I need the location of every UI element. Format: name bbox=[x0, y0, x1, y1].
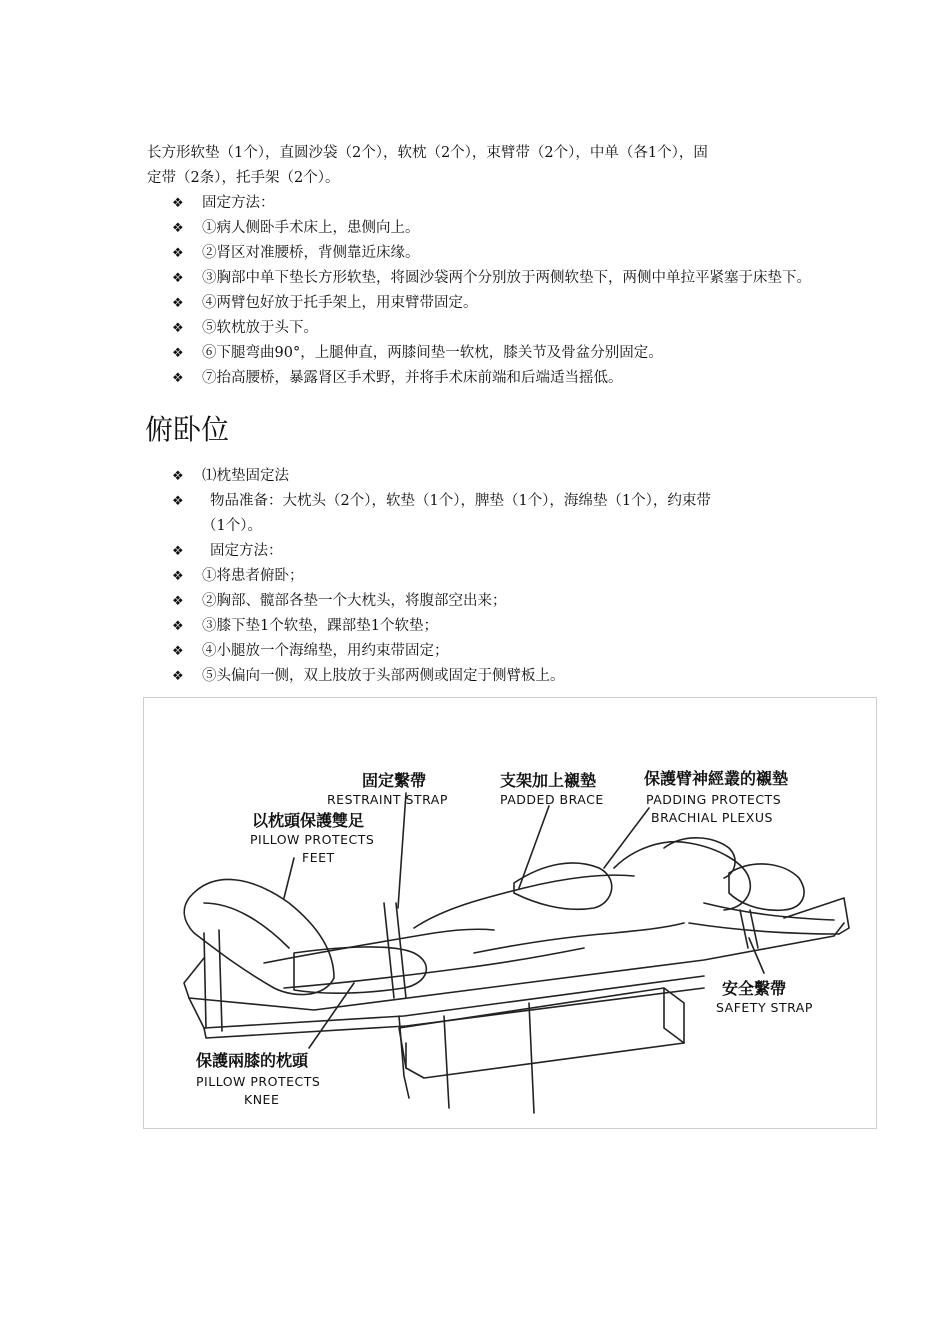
list-item: ❖ ③膝下垫1个软垫，踝部垫1个软垫； bbox=[172, 614, 812, 639]
list-item: ❖ ⑤头偏向一侧，双上肢放于头部两侧或固定于侧臂板上。 bbox=[172, 664, 812, 689]
list-item: ❖ ②胸部、髋部各垫一个大枕头，将腹部空出来； bbox=[172, 589, 812, 614]
diamond-bullet-icon: ❖ bbox=[172, 246, 184, 261]
diamond-bullet-icon: ❖ bbox=[172, 271, 184, 286]
prone-position-illustration bbox=[143, 697, 877, 1129]
diamond-bullet-icon: ❖ bbox=[172, 569, 184, 584]
supplies-line-2: 定带（2条），托手架（2个）。 bbox=[147, 170, 340, 186]
diamond-bullet-icon: ❖ bbox=[172, 494, 184, 509]
list-item: ❖ 固定方法： bbox=[172, 191, 812, 216]
label-safety-strap-en: SAFETY STRAP bbox=[716, 1000, 813, 1015]
diamond-bullet-icon: ❖ bbox=[172, 544, 184, 559]
prone-position-steps bbox=[172, 464, 812, 689]
diamond-bullet-icon: ❖ bbox=[172, 296, 184, 311]
diamond-bullet-icon: ❖ bbox=[172, 644, 184, 659]
lateral-position-steps bbox=[172, 191, 812, 391]
label-pillow-feet-en-2: FEET bbox=[302, 850, 335, 865]
list-item: ❖ 固定方法： bbox=[172, 539, 812, 564]
diamond-bullet-icon: ❖ bbox=[172, 619, 184, 634]
section-heading-prone: 俯卧位 bbox=[145, 413, 230, 446]
list-item: ❖ ①将患者俯卧； bbox=[172, 564, 812, 589]
list-item: ❖ ④小腿放一个海绵垫，用约束带固定； bbox=[172, 639, 812, 664]
diamond-bullet-icon: ❖ bbox=[172, 321, 184, 336]
list-item: ❖ ④两臂包好放于托手架上，用束臂带固定。 bbox=[172, 291, 812, 316]
list-item: ❖ 物品准备：大枕头（2个），软垫（1个），脾垫（1个），海绵垫（1个），约束带 （1个）。 bbox=[172, 489, 812, 539]
label-padded-brace-en: PADDED BRACE bbox=[500, 792, 604, 807]
label-padded-brace-cn: 支架加上襯墊 bbox=[500, 771, 597, 790]
list-item: ❖ ②肾区对准腰桥，背侧靠近床缘。 bbox=[172, 241, 812, 266]
label-restraint-strap-cn: 固定繫帶 bbox=[362, 771, 427, 790]
label-brachial-padding-cn: 保護臂神經叢的襯墊 bbox=[644, 769, 789, 788]
diamond-bullet-icon: ❖ bbox=[172, 669, 184, 684]
label-safety-strap-cn: 安全繫帶 bbox=[722, 979, 787, 998]
list-item: ❖ ⑥下腿弯曲90°，上腿伸直，两膝间垫一软枕，膝关节及骨盆分别固定。 bbox=[172, 341, 812, 366]
list-item: ❖ ⑦抬高腰桥，暴露肾区手术野，并将手术床前端和后端适当摇低。 bbox=[172, 366, 812, 391]
label-pillow-knee-cn: 保護兩膝的枕頭 bbox=[196, 1051, 309, 1070]
list-item: ❖ ⑴枕垫固定法 bbox=[172, 464, 812, 489]
label-pillow-feet-en-1: PILLOW PROTECTS bbox=[250, 832, 375, 847]
label-pillow-knee-en-1: PILLOW PROTECTS bbox=[196, 1074, 321, 1089]
list-item: ❖ ⑤软枕放于头下。 bbox=[172, 316, 812, 341]
illustration-drawing bbox=[144, 698, 876, 1128]
diamond-bullet-icon: ❖ bbox=[172, 371, 184, 386]
list-item: ❖ ①病人侧卧手术床上，患侧向上。 bbox=[172, 216, 812, 241]
label-pillow-feet-cn: 以枕頭保護雙足 bbox=[252, 811, 365, 830]
diamond-bullet-icon: ❖ bbox=[172, 346, 184, 361]
list-item: ❖ ③胸部中单下垫长方形软垫，将圆沙袋两个分别放于两侧软垫下，两侧中单拉平紧塞于床垫下。 bbox=[172, 266, 812, 291]
label-brachial-padding-en-2: BRACHIAL PLEXUS bbox=[651, 810, 773, 825]
supplies-line-1: 长方形软垫（1个），直圆沙袋（2个），软枕（2个），束臂带（2个），中单（各1个），固 bbox=[147, 145, 708, 161]
supplies-paragraph bbox=[147, 141, 812, 191]
diamond-bullet-icon: ❖ bbox=[172, 196, 184, 211]
diamond-bullet-icon: ❖ bbox=[172, 594, 184, 609]
label-brachial-padding-en-1: PADDING PROTECTS bbox=[646, 792, 782, 807]
diamond-bullet-icon: ❖ bbox=[172, 469, 184, 484]
diamond-bullet-icon: ❖ bbox=[172, 221, 184, 236]
label-pillow-knee-en-2: KNEE bbox=[244, 1092, 280, 1107]
label-restraint-strap-en: RESTRAINT STRAP bbox=[327, 792, 448, 807]
